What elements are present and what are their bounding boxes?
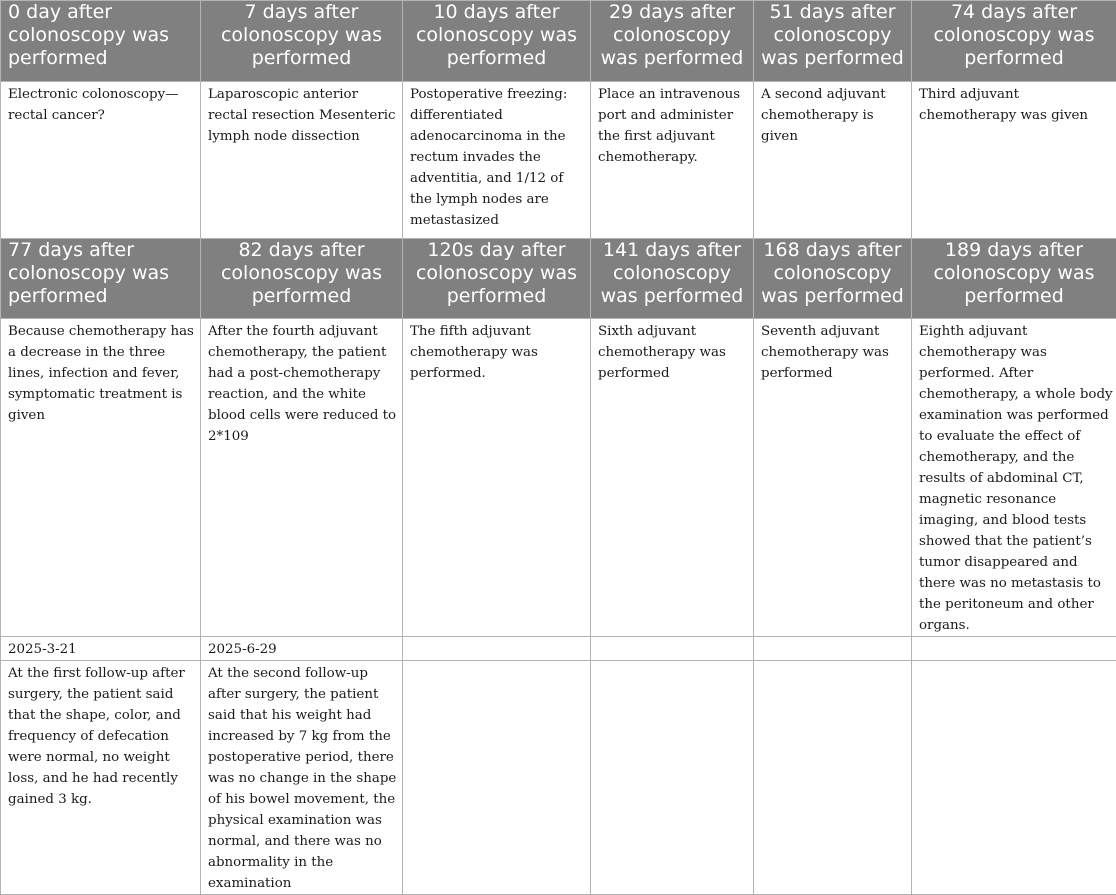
table-cell: Third adjuvant chemotherapy was given (912, 82, 1116, 239)
header-cell: 168 days after colonoscopy was performed (754, 239, 912, 319)
date-cell (591, 637, 754, 661)
table-cell: Eighth adjuvant chemotherapy was performed. After chemotherapy, a whole body examination was performed to evaluate the effect of chemotherapy, and the results of abdominal CT, magnetic resonance imaging, and blood tests showed that the patient’s tumor disappeared and there was no metastasis to the peritoneum and other organs. (912, 319, 1116, 637)
table-row (1, 82, 1116, 239)
followup-cell (591, 661, 754, 895)
table-cell: Place an intravenous port and administer the first adjuvant chemotherapy. (591, 82, 754, 239)
followup-cell (403, 661, 591, 895)
header-cell: 51 days after colonoscopy was performed (754, 1, 912, 82)
date-cell (912, 637, 1116, 661)
table-cell: After the fourth adjuvant chemotherapy, the patient had a post-chemotherapy reaction, and the white blood cells were reduced to 2*109 (201, 319, 403, 637)
header-cell: 0 day after colonoscopy was performed (1, 1, 201, 82)
header-cell: 120s day after colonoscopy was performed (403, 239, 591, 319)
header-cell: 29 days after colonoscopy was performed (591, 1, 754, 82)
date-cell (403, 637, 591, 661)
followup-cell (912, 661, 1116, 895)
table-cell: Electronic colonoscopy—rectal cancer? (1, 82, 201, 239)
table-cell: Postoperative freezing: differentiated adenocarcinoma in the rectum invades the adventitia, and 1/12 of the lymph nodes are metastasized (403, 82, 591, 239)
header-row-2 (1, 239, 1116, 319)
date-cell: 2025-6-29 (201, 637, 403, 661)
header-cell: 141 days after colonoscopy was performed (591, 239, 754, 319)
followup-row (1, 661, 1116, 895)
header-cell: 7 days after colonoscopy was performed (201, 1, 403, 82)
header-row-1 (1, 1, 1116, 82)
table-cell: A second adjuvant chemotherapy is given (754, 82, 912, 239)
date-cell: 2025-3-21 (1, 637, 201, 661)
header-cell: 10 days after colonoscopy was performed (403, 1, 591, 82)
header-cell: 77 days after colonoscopy was performed (1, 239, 201, 319)
table-cell: The fifth adjuvant chemotherapy was performed. (403, 319, 591, 637)
date-row (1, 637, 1116, 661)
table-cell: Laparoscopic anterior rectal resection Mesenteric lymph node dissection (201, 82, 403, 239)
followup-cell: At the second follow-up after surgery, the patient said that his weight had increased by 7 kg from the postoperative period, there was no change in the shape of his bowel movement, the physical examination was normal, and there was no abnormality in the examination (201, 661, 403, 895)
header-cell: 189 days after colonoscopy was performed (912, 239, 1116, 319)
followup-cell (754, 661, 912, 895)
header-cell: 74 days after colonoscopy was performed (912, 1, 1116, 82)
date-cell (754, 637, 912, 661)
table-cell: Sixth adjuvant chemotherapy was performed (591, 319, 754, 637)
followup-cell: At the first follow-up after surgery, the patient said that the shape, color, and frequency of defecation were normal, no weight loss, and he had recently gained 3 kg. (1, 661, 201, 895)
table-cell: Seventh adjuvant chemotherapy was performed (754, 319, 912, 637)
header-cell: 82 days after colonoscopy was performed (201, 239, 403, 319)
table-cell: Because chemotherapy has a decrease in the three lines, infection and fever, symptomatic treatment is given (1, 319, 201, 637)
table-row (1, 319, 1116, 637)
